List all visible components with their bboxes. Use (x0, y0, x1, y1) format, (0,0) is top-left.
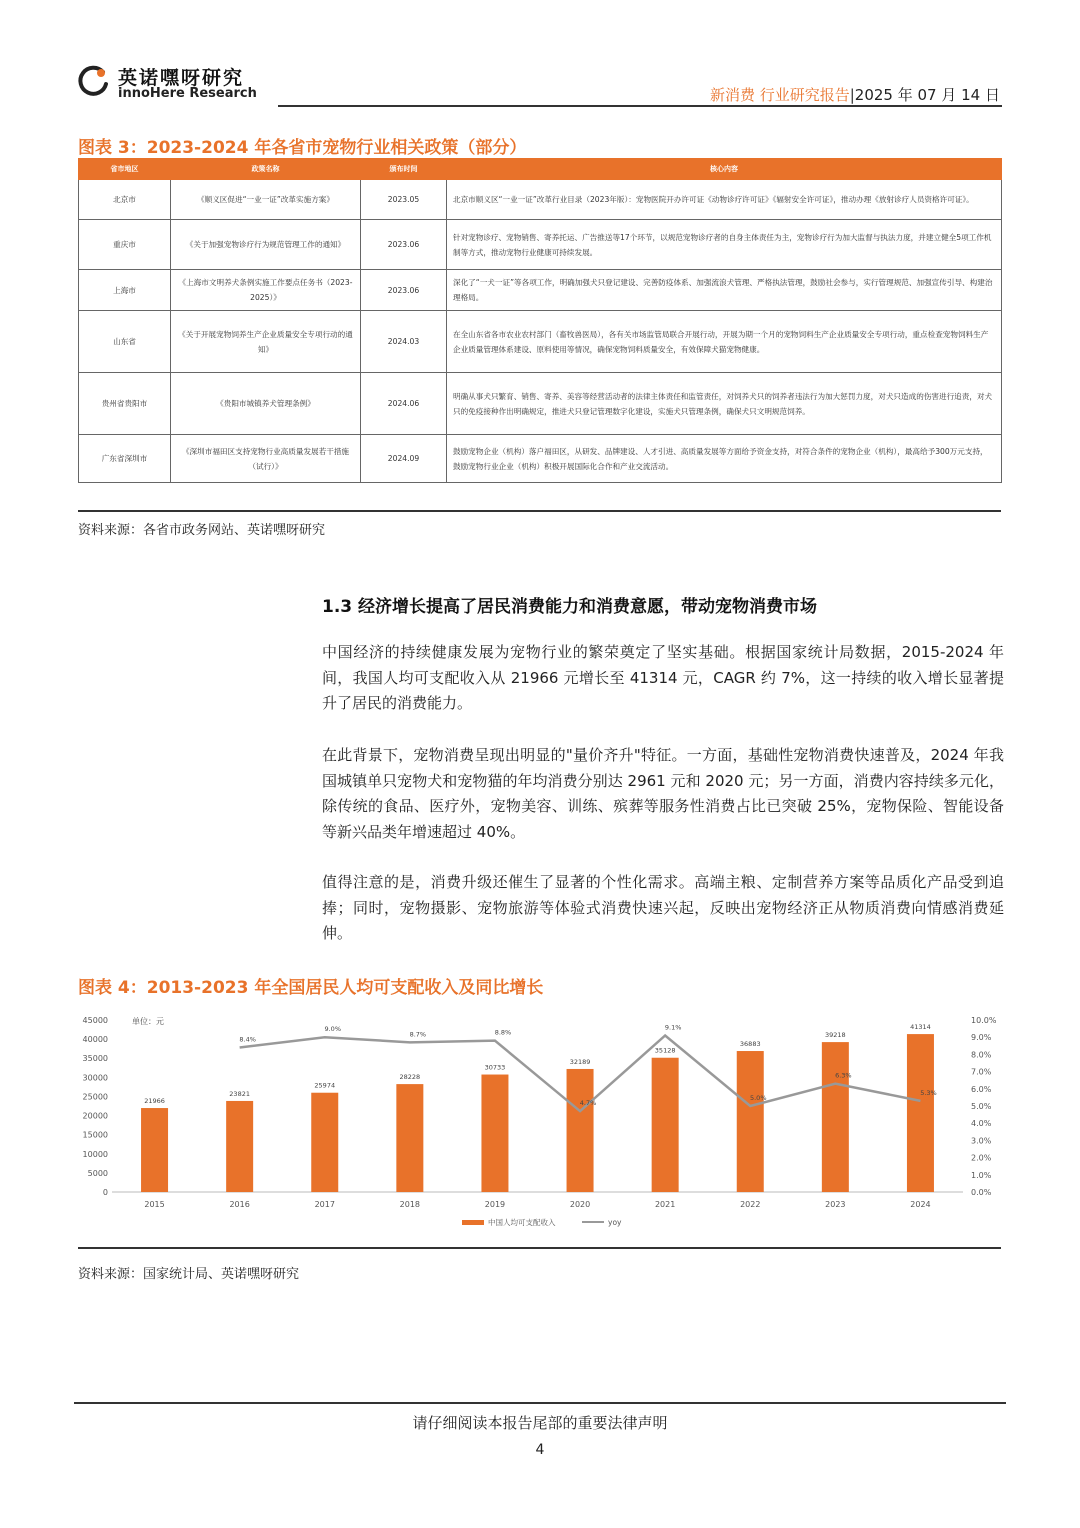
table-row (79, 180, 1002, 220)
bar-data-label: 41314 (910, 1023, 931, 1032)
table-bottom-rule (78, 510, 1001, 512)
bar-data-label: 35128 (654, 1046, 676, 1055)
y-right-tick-label: 7.0% (971, 1067, 992, 1077)
cell-region: 重庆市 (79, 220, 171, 270)
bar (907, 1034, 934, 1192)
y-right-tick-label: 9.0% (971, 1033, 992, 1043)
x-tick-label: 2018 (399, 1200, 421, 1209)
cell-policy: 《关于开展宠物饲养生产企业质量安全专项行动的通知》 (171, 311, 361, 373)
figure3-title: 图表 3：2023-2024 年各省市宠物行业相关政策（部分） (78, 138, 527, 158)
cell-content: 鼓励宠物企业（机构）落户福田区，从研发、品牌建设、人才引进、高质量发展等方面给予资金支持，对符合条件的宠物企业（机构），最高给予300万元支持，鼓励宠物行业企业（机构）积极开展国际化合作和产业交流活动。 (447, 435, 1002, 483)
cell-policy: 《顺义区促进“一业一证”改革实施方案》 (171, 180, 361, 220)
unit-label: 单位：元 (132, 1017, 164, 1026)
table-row (79, 311, 1002, 373)
y-right-tick-label: 4.0% (971, 1119, 992, 1129)
cell-policy: 《上海市文明养犬条例实施工作要点任务书（2023-2025）》 (171, 270, 361, 311)
meta-separator: | (849, 86, 855, 104)
cell-date: 2024.09 (361, 435, 447, 483)
report-date: 2025 年 07 月 14 日 (854, 86, 1000, 104)
bar-data-label: 32189 (569, 1057, 591, 1066)
y-right-tick-label: 5.0% (971, 1102, 992, 1111)
logo-mark-icon (76, 64, 110, 98)
cell-date: 2023.06 (361, 220, 447, 270)
bar-data-label: 36883 (739, 1040, 761, 1049)
yoy-data-label: 5.3% (920, 1088, 937, 1097)
footer-divider (74, 1402, 1006, 1404)
bar (567, 1069, 594, 1192)
x-tick-label: 2019 (484, 1200, 506, 1209)
bar-data-label: 25974 (314, 1081, 336, 1090)
policy-table (78, 158, 1002, 483)
y-left-tick-label: 30000 (82, 1073, 108, 1083)
figure4-title: 图表 4：2013-2023 年全国居民人均可支配收入及同比增长 (78, 978, 544, 998)
header-divider (278, 105, 1002, 107)
col-region: 省市地区 (79, 159, 171, 180)
figure4-source: 资料来源：国家统计局、英诺嘿呀研究 (78, 1267, 300, 1282)
cell-content: 北京市顺义区“一业一证”改革行业目录（2023年版）：宠物医院开办许可证《动物诊疗许可证》《辐射安全许可证》，推动办理《放射诊疗人员资格许可证》。 (447, 180, 1002, 220)
chart-bottom-rule (78, 1247, 1001, 1249)
bar (396, 1084, 423, 1192)
col-policy: 政策名称 (171, 159, 361, 180)
y-left-tick-label: 25000 (82, 1092, 108, 1102)
table-row (79, 435, 1002, 483)
bar (737, 1051, 764, 1192)
bar-data-label: 28228 (399, 1073, 421, 1082)
table-row (79, 220, 1002, 270)
cell-date: 2024.03 (361, 311, 447, 373)
y-left-tick-label: 15000 (82, 1130, 108, 1140)
cell-region: 北京市 (79, 180, 171, 220)
yoy-data-label: 5.0% (749, 1094, 767, 1102)
y-right-tick-label: 10.0% (971, 1016, 997, 1025)
y-right-tick-label: 0.0% (971, 1188, 992, 1197)
cell-policy: 《关于加强宠物诊疗行为规范管理工作的通知》 (171, 220, 361, 270)
yoy-data-label: 8.4% (239, 1035, 256, 1044)
y-left-tick-label: 0 (102, 1188, 108, 1197)
cell-content: 深化了“一犬一证”等各项工作，明确加强犬只登记建设、完善防疫体系、加强流浪犬管理、严格执法管理，鼓励社会参与，实行管理规范、加强宣传引导、构建治理格局。 (447, 270, 1002, 311)
page-number: 4 (535, 1442, 545, 1458)
y-left-tick-label: 20000 (82, 1111, 108, 1121)
yoy-data-label: 8.8% (494, 1028, 512, 1037)
bar-data-label: 30733 (484, 1063, 506, 1072)
cell-policy: 《深圳市福田区支持宠物行业高质量发展若干措施（试行）》 (171, 435, 361, 483)
bar-data-label: 23821 (229, 1089, 250, 1098)
cell-content: 明确从事犬只繁育、销售、寄养、美容等经营活动者的法律主体责任和监管责任，对饲养犬只的饲养者违法行为加大惩罚力度，对犬只造成的伤害进行追责，对犬只的免疫接种作出明确规定，推进犬只登记管理数字化建设，实施犬只管理条例，确保犬只文明规范饲养。 (447, 373, 1002, 435)
y-left-tick-label: 10000 (82, 1149, 108, 1159)
brand-name-en: innoHere Research (118, 86, 257, 101)
legend-line-label: yoy (608, 1218, 622, 1227)
cell-region: 贵州省贵阳市 (79, 373, 171, 435)
cell-content: 在全山东省各市农业农村部门（畜牧兽医局），各有关市场监管局联合开展行动，开展为期一个月的宠物饲料生产企业质量安全专项行动，重点检查宠物饲料生产企业质量管理体系建设、原料使用等情况，确保宠物饲料质量安全，有效保障犬猫宠物健康。 (447, 311, 1002, 373)
cell-policy: 《贵阳市城镇养犬管理条例》 (171, 373, 361, 435)
table-row (79, 270, 1002, 311)
yoy-data-label: 8.7% (409, 1030, 427, 1039)
y-right-tick-label: 6.0% (971, 1084, 992, 1094)
brand-name-cn: 英诺嘿呀研究 (118, 67, 245, 89)
x-tick-label: 2020 (569, 1200, 591, 1209)
cell-date: 2024.06 (361, 373, 447, 435)
report-meta (710, 84, 1000, 105)
yoy-data-label: 9.1% (664, 1023, 682, 1032)
x-tick-label: 2021 (654, 1200, 676, 1209)
figure3-source: 资料来源：各省市政务网站、英诺嘿呀研究 (78, 523, 326, 538)
cell-date: 2023.06 (361, 270, 447, 311)
cell-region: 广东省深圳市 (79, 435, 171, 483)
y-left-tick-label: 5000 (87, 1168, 108, 1178)
yoy-data-label: 6.3% (835, 1071, 852, 1080)
paragraph-1: 中国经济的持续健康发展为宠物行业的繁荣奠定了坚实基础。根据国家统计局数据，2015-2024 年间，我国人均可支配收入从 21966 元增长至 41314 元，CAGR 约 7%，这一持续的收入增长显著提升了居民的消费能力。 (322, 643, 1004, 712)
y-left-tick-label: 45000 (82, 1016, 108, 1025)
bar (311, 1093, 338, 1192)
section-heading: 1.3 经济增长提高了居民消费能力和消费意愿，带动宠物消费市场 (322, 597, 818, 617)
x-tick-label: 2017 (314, 1200, 335, 1209)
cell-content: 针对宠物诊疗、宠物销售、寄养托运、广告推送等17个环节，以规范宠物诊疗者的自身主体责任为主，宠物诊疗行为加大监督与执法力度，并建立健全5项工作机制等方式，推动宠物行业健康可持续发展。 (447, 220, 1002, 270)
x-tick-label: 2024 (910, 1200, 931, 1209)
bar (822, 1042, 849, 1192)
bar (226, 1101, 253, 1192)
legend-bar-label: 中国人均可支配收入 (488, 1218, 556, 1227)
y-right-tick-label: 1.0% (971, 1170, 992, 1180)
report-category: 新消费 行业研究报告 (709, 86, 850, 104)
yoy-data-label: 9.0% (324, 1025, 342, 1034)
cell-date: 2023.05 (361, 180, 447, 220)
cell-region: 上海市 (79, 270, 171, 311)
bar-data-label: 39218 (825, 1031, 846, 1040)
bar-data-label: 21966 (144, 1097, 165, 1106)
x-tick-label: 2015 (144, 1200, 165, 1209)
table-row (79, 373, 1002, 435)
bar (141, 1108, 168, 1192)
col-content: 核心内容 (447, 159, 1002, 180)
bar (652, 1058, 679, 1192)
x-tick-label: 2022 (740, 1200, 761, 1209)
cell-region: 山东省 (79, 311, 171, 373)
y-left-tick-label: 35000 (82, 1054, 108, 1064)
bar (481, 1075, 508, 1192)
paragraph-2: 在此背景下，宠物消费呈现出明显的"量价齐升"特征。一方面，基础性宠物消费快速普及，2024 年我国城镇单只宠物犬和宠物猫的年均消费分别达 2961 元和 2020 元；另一方面，消费内容持续多元化，除传统的食品、医疗外，宠物美容、训练、殡葬等服务性消费占比已突破 25%，宠物保险、智能设备等新兴品类年增速超过 40%。 (322, 746, 1004, 841)
yoy-data-label: 4.7% (579, 1099, 597, 1108)
col-date: 颁布时间 (361, 159, 447, 180)
legal-notice: 请仔细阅读本报告尾部的重要法律声明 (412, 1414, 668, 1432)
x-tick-label: 2023 (825, 1200, 846, 1209)
income-chart (70, 1006, 1010, 1242)
y-right-tick-label: 3.0% (971, 1136, 992, 1146)
y-right-tick-label: 8.0% (971, 1050, 992, 1060)
y-right-tick-label: 2.0% (971, 1153, 992, 1163)
policy-table-header (79, 159, 1002, 180)
paragraph-3: 值得注意的是，消费升级还催生了显著的个性化需求。高端主粮、定制营养方案等品质化产品受到追捧；同时，宠物摄影、宠物旅游等体验式消费快速兴起，反映出宠物经济正从物质消费向情感消费延伸。 (322, 873, 1004, 942)
legend-bar-swatch (462, 1220, 484, 1225)
y-left-tick-label: 40000 (82, 1035, 108, 1045)
x-tick-label: 2016 (229, 1200, 250, 1209)
